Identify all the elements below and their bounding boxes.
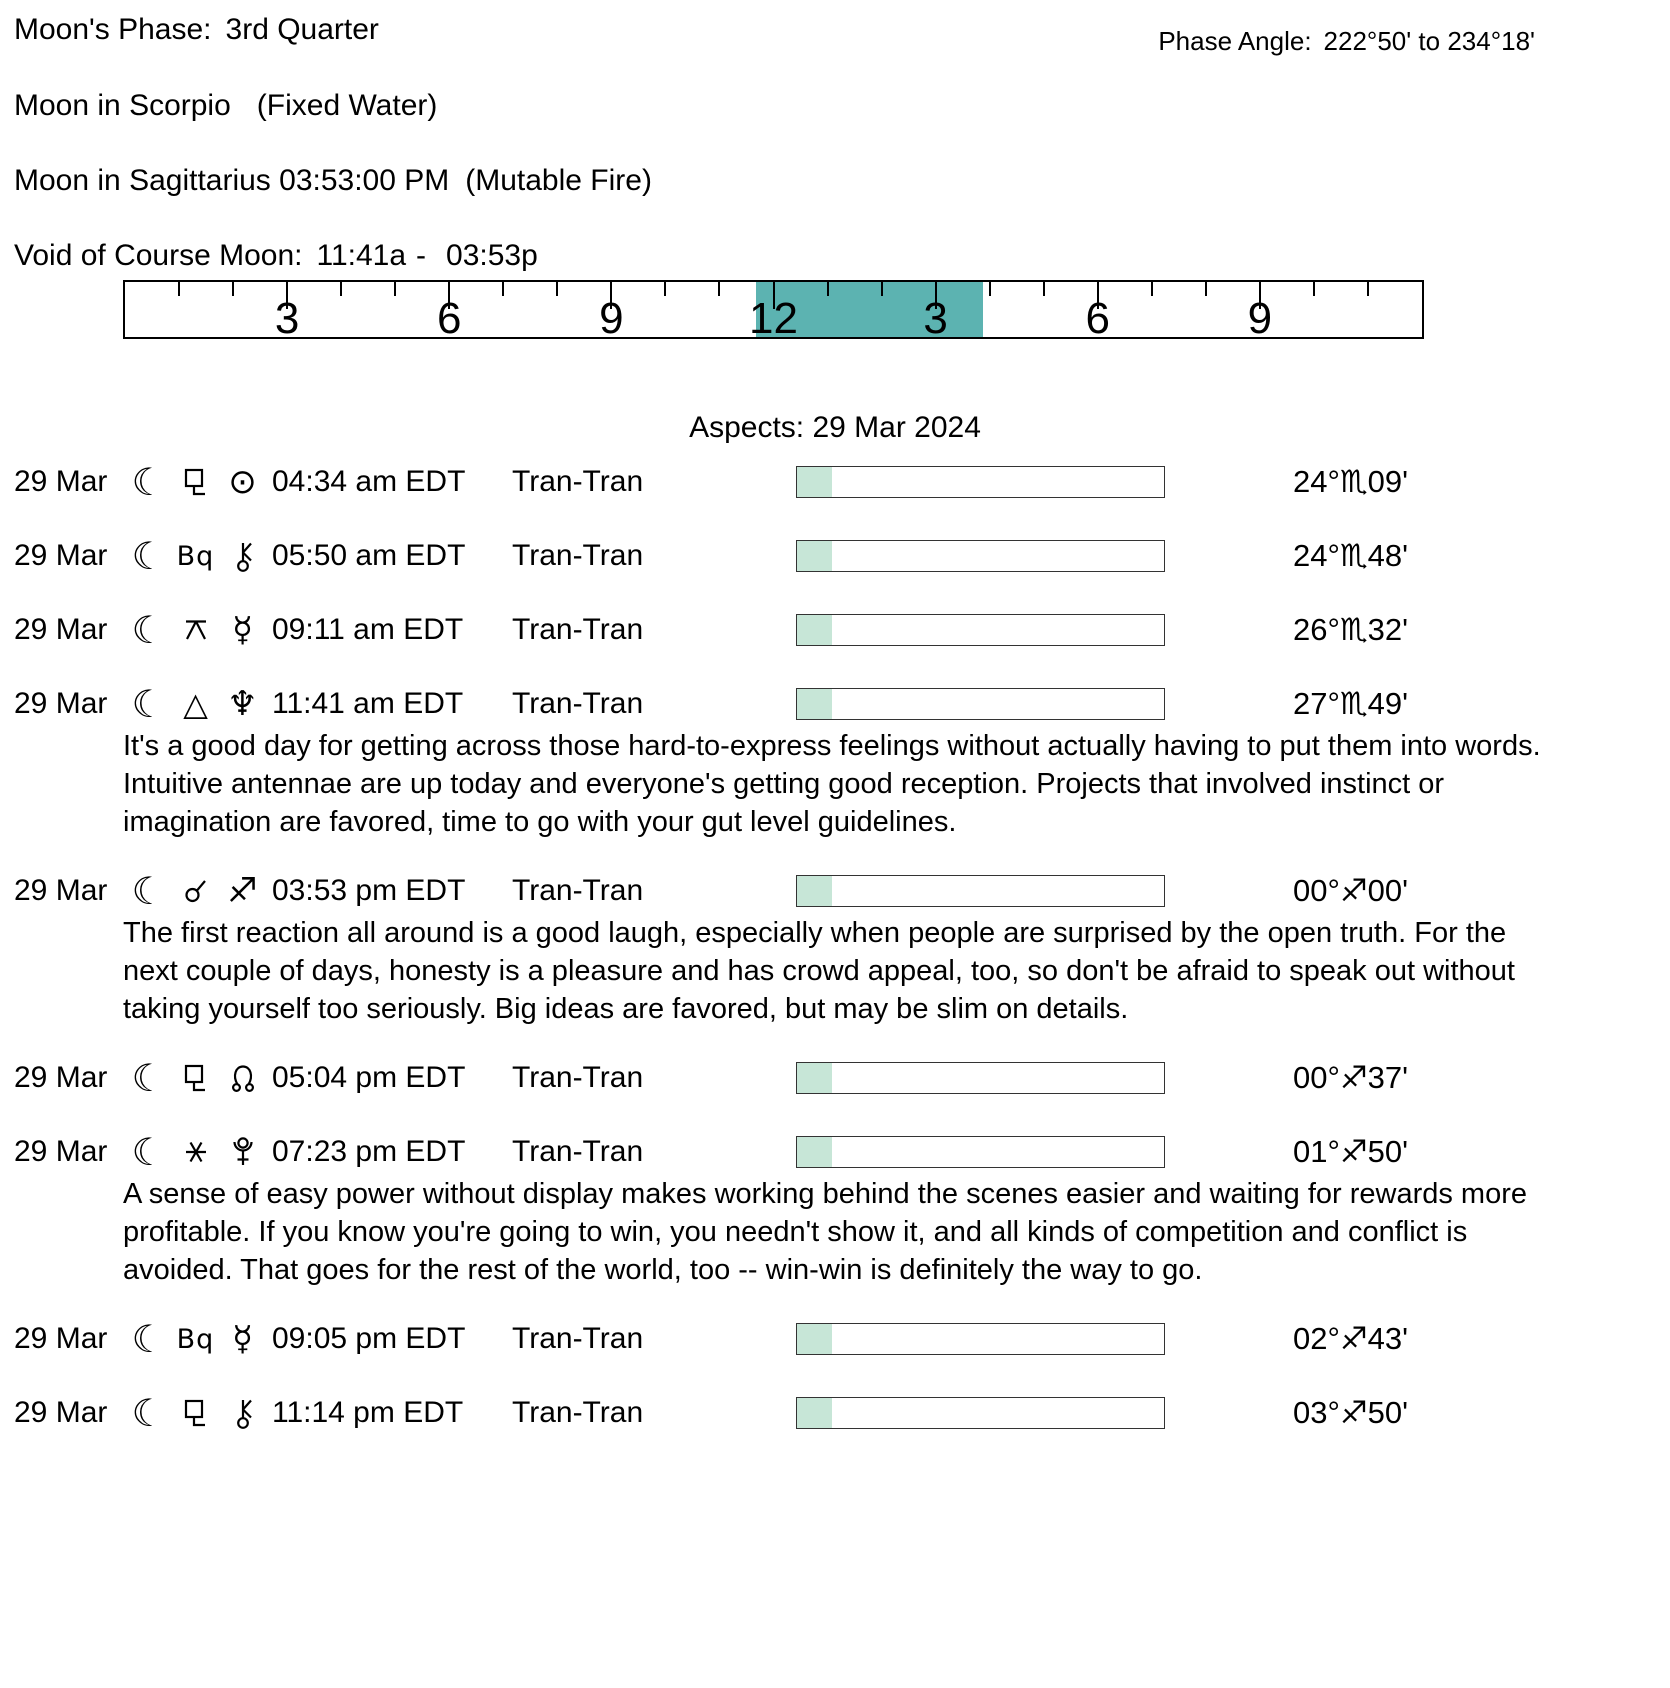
ruler-tick [827,282,829,296]
ruler-tick [1043,282,1045,296]
ruler-tick [1151,282,1153,296]
aspect-row [0,535,1670,577]
aspect-degree: 24°♏09' [1293,464,1409,499]
trine-icon: △ [183,685,208,723]
sesquiquadrate-icon [172,467,219,497]
aspect-row [0,461,1670,503]
mercury-icon: ☿ [232,610,253,650]
aspect-time: 05:50 am EDT [272,539,466,572]
chiron-icon [219,540,266,572]
moon-ingress-text: Moon in Sagittarius 03:53:00 PM [14,164,450,197]
aspect-progress-fill [797,541,832,571]
ruler-tick [1367,282,1369,296]
aspect-type: Tran-Tran [512,1322,644,1355]
pluto-icon [219,1135,266,1169]
aspect-type: Tran-Tran [512,1135,644,1168]
ruler-tick [394,282,396,296]
sesquiquadrate-icon [172,1063,219,1093]
aspect-type: Tran-Tran [512,1061,644,1094]
aspect-row [0,1057,1670,1099]
aspect-degree: 24°♏48' [1293,538,1409,573]
aspect-date: 29 Mar [14,687,108,720]
aspect-progress-fill [797,615,832,645]
aspect-type: Tran-Tran [512,1396,644,1429]
aspect-date: 29 Mar [14,1396,108,1429]
moon-phase-value: 3rd Quarter [225,13,379,46]
aspect-time: 05:04 pm EDT [272,1061,466,1094]
aspect-type: Tran-Tran [512,613,644,646]
ruler-tick [556,282,558,296]
aspect-degree: 03°♐50' [1293,1395,1409,1430]
voc-separator: - [416,239,427,272]
aspect-row [0,609,1670,651]
moon-icon: ☾ [131,869,166,913]
aspect-progress-fill [797,1137,832,1167]
moon-icon: ☾ [131,460,166,504]
moon-sign-line-1 [14,88,1670,124]
aspect-type: Tran-Tran [512,539,644,572]
voc-label: Void of Course Moon: [14,239,303,272]
neptune-icon: ♆ [227,684,258,724]
aspect-time: 09:05 pm EDT [272,1322,466,1355]
lunar-report [0,12,1670,1688]
voc-start: 11:41a [316,239,407,272]
moon-icon: ☾ [131,608,166,652]
aspect-date: 29 Mar [14,1061,108,1094]
aspect-progress-bar [796,688,1165,720]
aspect-progress-bar [796,1397,1165,1429]
sagittarius-icon: ♐ [227,871,258,911]
voc-end: 03:53p [446,239,538,272]
ruler-tick [664,282,666,296]
phase-angle-value: 222°50' to 234°18' [1323,26,1535,56]
moon-icon: ☾ [131,534,166,578]
moon-icon: ☾ [131,1130,166,1174]
phase-angle [1158,26,1535,57]
aspect-date: 29 Mar [14,1322,108,1355]
aspect-time: 09:11 am EDT [272,613,464,646]
aspect-row [0,1392,1670,1434]
voc-ruler [123,280,1424,343]
ruler-tick [502,282,504,296]
ruler-hour-label: 3 [274,294,300,343]
aspect-degree: 26°♏32' [1293,612,1409,647]
aspect-type: Tran-Tran [512,687,644,720]
ruler-tick [232,282,234,296]
ruler-hour-label: 6 [437,294,462,343]
aspect-degree: 00°♐00' [1293,873,1409,908]
aspect-row [0,683,1670,725]
mercury-icon: ☿ [232,1319,253,1359]
quincunx-icon [172,619,219,641]
sextile-icon [172,1139,219,1165]
aspect-time: 11:14 pm EDT [272,1396,464,1429]
ruler-hour-label: 9 [599,294,624,343]
aspect-degree: 27°♏49' [1293,686,1409,721]
ruler-tick [881,282,883,296]
aspect-progress-bar [796,466,1165,498]
ruler-tick [340,282,342,296]
ruler-tick [718,282,720,296]
moon-sign-line-2 [14,163,1670,199]
aspect-time: 03:53 pm EDT [272,874,466,907]
aspect-degree: 01°♐50' [1293,1134,1409,1169]
conjunction-icon [172,878,219,904]
aspect-progress-fill [797,467,832,497]
aspect-interpretation: The first reaction all around is a good laugh, especially when people are surprised by the open truth. For the next couple of days, honesty is a pleasure and has crowd appeal, too, so don't be afraid to speak out without taking yourself too seriously. Big ideas are favored, but may be slim on details. [123,917,1515,1025]
aspect-progress-fill [797,876,832,906]
aspect-progress-bar [796,1136,1165,1168]
aspect-date: 29 Mar [14,613,108,646]
aspect-row [0,1131,1670,1173]
biquintile-icon: Bq [176,1323,215,1355]
north-node-icon [219,1063,266,1093]
ruler-hour-label: 6 [1085,294,1110,343]
aspect-date: 29 Mar [14,465,108,498]
phase-angle-label: Phase Angle: [1158,26,1312,56]
aspect-progress-fill [797,1063,832,1093]
ruler-tick [1205,282,1207,296]
moon-icon: ☾ [131,1317,166,1361]
aspect-row [0,1318,1670,1360]
aspect-type: Tran-Tran [512,465,644,498]
aspect-progress-fill [797,1324,832,1354]
sun-icon: ⊙ [228,462,257,502]
aspect-progress-fill [797,689,832,719]
aspect-type: Tran-Tran [512,874,644,907]
ruler-tick [178,282,180,296]
ruler-hour-label: 3 [923,294,948,343]
aspect-interpretation: A sense of easy power without display makes working behind the scenes easier and waiting for rewards more profitable. If you know you're going to win, you needn't show it, and all kinds of competition and conflict is avoided. That goes for the rest of the world, too -- win-win is definitely the way to go. [123,1178,1528,1286]
aspect-time: 04:34 am EDT [272,465,466,498]
ruler-hour-label: 12 [749,294,798,343]
moon-sign-quality: (Fixed Water) [256,89,438,122]
ruler-hour-label: 9 [1247,294,1273,343]
aspect-interpretation: It's a good day for getting across those hard-to-express feelings without actually having to put them into words. Intuitive antennae are up today and everyone's getting good reception. Projects that involved instinct or imagination are favored, time to go with your gut level guidelines. [123,730,1541,838]
aspect-degree: 02°♐43' [1293,1321,1409,1356]
aspect-degree: 00°♐37' [1293,1060,1409,1095]
aspect-time: 07:23 pm EDT [272,1135,466,1168]
moon-ingress-quality: (Mutable Fire) [465,164,652,197]
aspect-progress-fill [797,1398,832,1428]
aspect-progress-bar [796,1323,1165,1355]
voc-line [14,238,1670,274]
aspect-progress-bar [796,540,1165,572]
aspect-list [0,461,1670,1434]
aspect-date: 29 Mar [14,1135,108,1168]
aspect-time: 11:41 am EDT [272,687,464,720]
aspects-title: Aspects: 29 Mar 2024 [689,411,981,444]
aspect-progress-bar [796,1062,1165,1094]
biquintile-icon: Bq [176,540,215,572]
ruler-tick [989,282,991,296]
aspect-row [0,870,1670,912]
ruler-tick [1313,282,1315,296]
chiron-icon [219,1397,266,1429]
moon-sign-text: Moon in Scorpio [14,89,231,122]
aspect-progress-bar [796,614,1165,646]
aspect-progress-bar [796,875,1165,907]
aspect-date: 29 Mar [14,539,108,572]
moon-icon: ☾ [131,1056,166,1100]
aspect-date: 29 Mar [14,874,108,907]
moon-icon: ☾ [131,682,166,726]
moon-phase-label: Moon's Phase: [14,13,212,46]
moon-icon: ☾ [131,1391,166,1435]
sesquiquadrate-icon [172,1398,219,1428]
